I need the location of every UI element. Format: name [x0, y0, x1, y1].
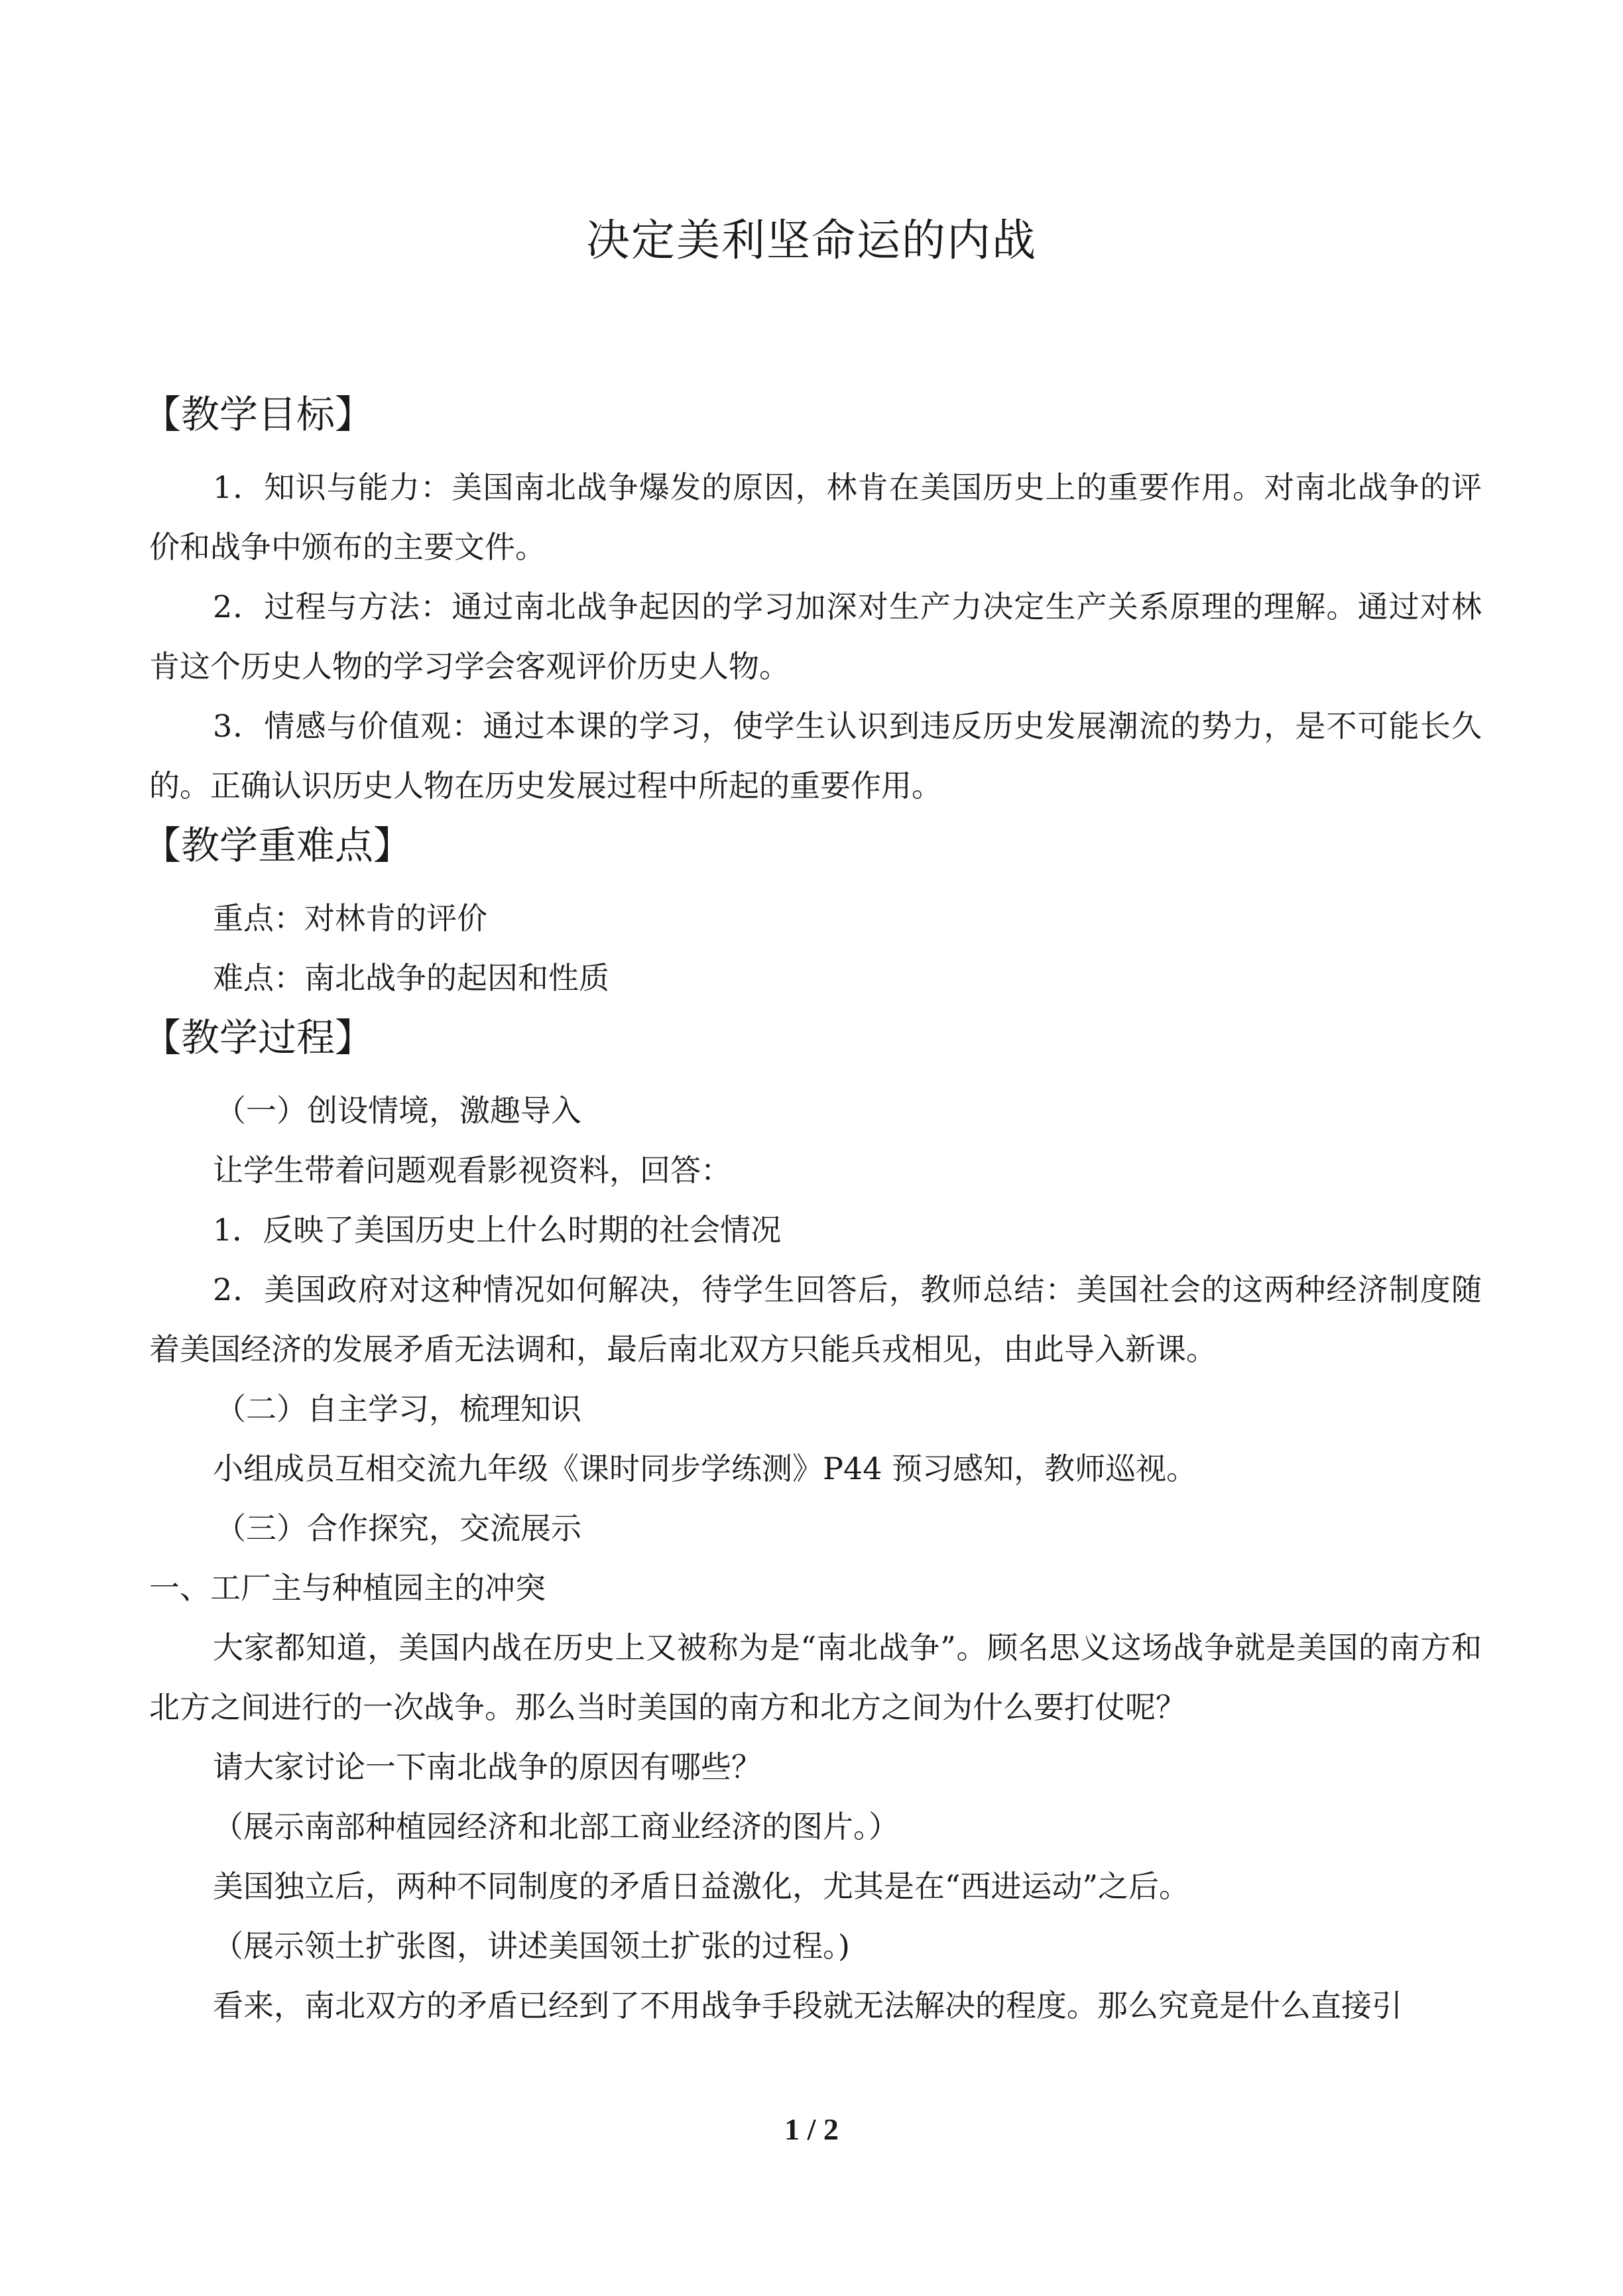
process-step3-title: （三）合作探究，交流展示: [215, 1510, 581, 1546]
part1-paragraph-3: （展示南部种植园经济和北部工商业经济的图片。）: [213, 1809, 899, 1844]
process-step1-question-1: 1．反映了美国历史上什么时期的社会情况: [213, 1212, 782, 1248]
page-number: 1 / 2: [784, 2112, 839, 2146]
document-body: [143, 385, 1482, 2035]
part1-paragraph-1: 大家都知道，美国内战在历史上又被称为是“南北战争”。顾名思义这场战争就是美国的南方和北方之间进行的一次战争。那么当时美国的南方和北方之间为什么要打仗呢？: [149, 1630, 1482, 1725]
key-point-important: 重点：对林肯的评价: [213, 900, 487, 936]
objective-item-1: 1．知识与能力：美国南北战争爆发的原因，林肯在美国历史上的重要作用。对南北战争的评价和战争中颁布的主要文件。: [149, 469, 1482, 565]
part1-paragraph-2: 请大家讨论一下南北战争的原因有哪些？: [213, 1749, 762, 1785]
part1-paragraph-4: 美国独立后，两种不同制度的矛盾日益激化，尤其是在“西进运动”之后。: [213, 1868, 1190, 1904]
process-step2-text: 小组成员互相交流九年级《课时同步学练测》P44 预习感知，教师巡视。: [213, 1451, 1197, 1486]
process-step1-intro: 让学生带着问题观看影视资料，回答：: [213, 1152, 731, 1188]
objective-item-3: 3．情感与价值观：通过本课的学习，使学生认识到违反历史发展潮流的势力，是不可能长久的。正确认识历史人物在历史发展过程中所起的重要作用。: [149, 708, 1482, 804]
process-step2-title: （二）自主学习，梳理知识: [215, 1391, 581, 1427]
part1-title: 一、工厂主与种植园主的冲突: [149, 1570, 546, 1606]
objective-item-2: 2．过程与方法：通过南北战争起因的学习加深对生产力决定生产关系原理的理解。通过对林肯这个历史人物的学习学会客观评价历史人物。: [149, 589, 1482, 684]
section-heading-key-points: 【教学重难点】: [143, 823, 412, 868]
process-step1-question-2: 2．美国政府对这种情况如何解决，待学生回答后，教师总结：美国社会的这两种经济制度随着美国经济的发展矛盾无法调和，最后南北双方只能兵戎相见，由此导入新课。: [149, 1272, 1482, 1367]
section-heading-process: 【教学过程】: [143, 1015, 374, 1060]
part1-paragraph-6: 看来，南北双方的矛盾已经到了不用战争手段就无法解决的程度。那么究竟是什么直接引: [213, 1988, 1402, 2024]
section-heading-objectives: 【教学目标】: [143, 392, 374, 437]
process-step1-title: （一）创设情境，激趣导入: [215, 1093, 581, 1128]
key-point-difficult: 难点：南北战争的起因和性质: [213, 960, 609, 996]
document-title: 决定美利坚命运的内战: [586, 215, 1037, 266]
part1-paragraph-5: （展示领土扩张图，讲述美国领土扩张的过程。): [213, 1928, 850, 1964]
